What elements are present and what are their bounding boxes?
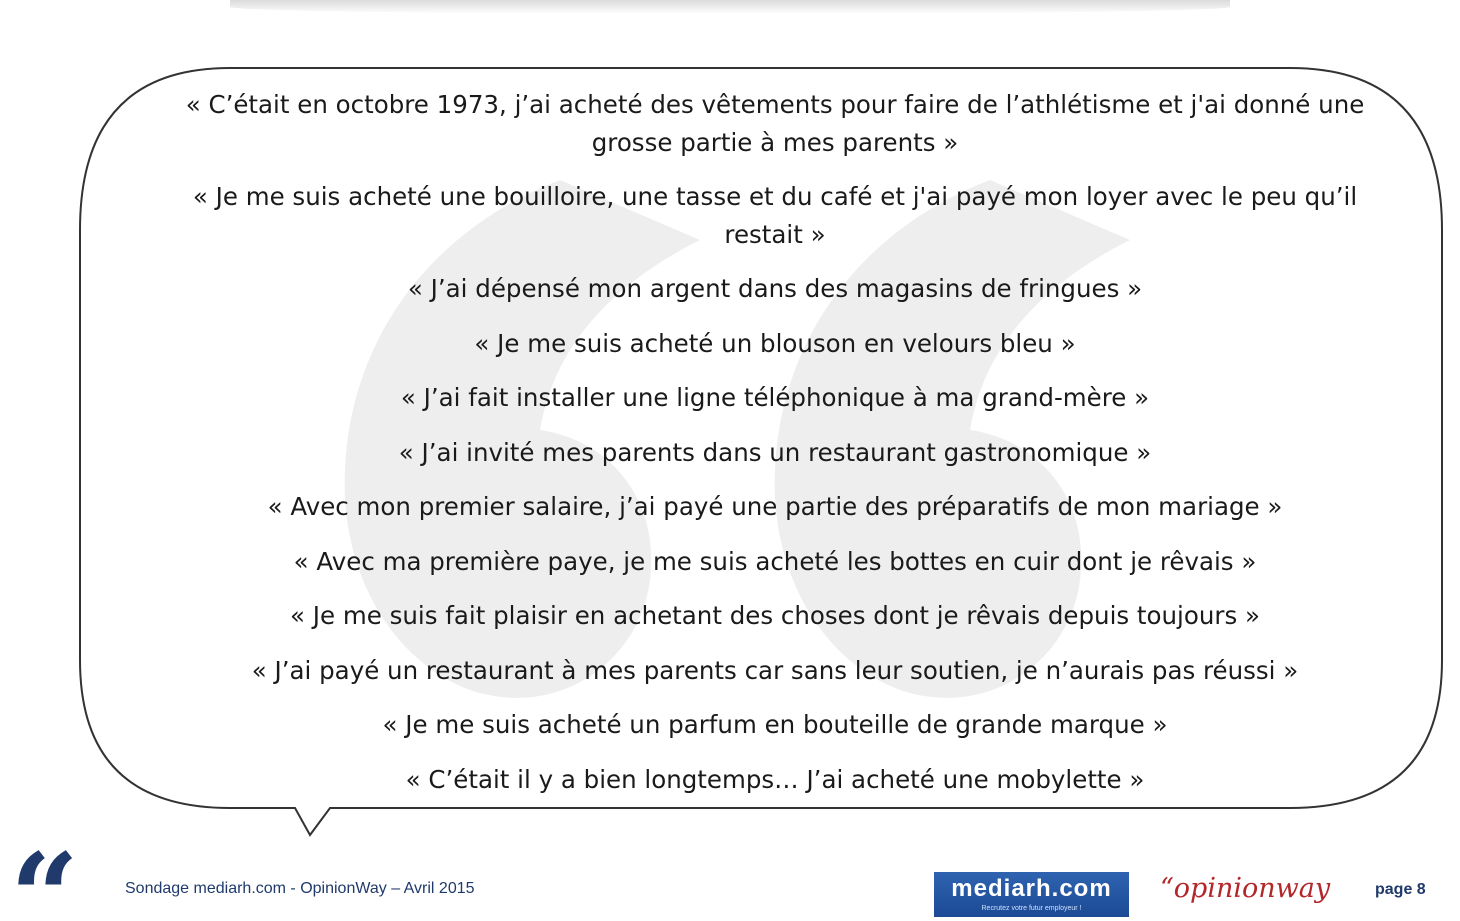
- quote-item: [150, 325, 1400, 363]
- opinionway-logo[interactable]: “opinionway: [1160, 873, 1331, 904]
- quote-item: [150, 86, 1400, 162]
- quote-text: « J’ai dépensé mon argent dans des magasins de fringues »: [407, 274, 1143, 303]
- quote-list: [150, 86, 1400, 799]
- quote-text: « J’ai invité mes parents dans un restaurant gastronomique »: [398, 437, 1152, 467]
- mediarh-logo-tagline: Recrutez votre futur employeur !: [981, 905, 1082, 912]
- mediarh-logo[interactable]: [934, 872, 1129, 917]
- page-number: page 8: [1375, 881, 1426, 898]
- quote-text: « Je me suis acheté un blouson en velours bleu »: [474, 328, 1076, 358]
- quote-item: [150, 379, 1400, 417]
- quote-item: [150, 761, 1400, 799]
- quote-text: « J’ai fait installer une ligne téléphonique à ma grand-mère »: [400, 383, 1150, 412]
- quote-item: [150, 652, 1400, 690]
- quote-item: [150, 488, 1400, 526]
- quote-item: [150, 706, 1400, 744]
- quote-text: « Je me suis acheté un parfum en bouteille de grande marque »: [382, 710, 1168, 739]
- quote-item: [150, 178, 1400, 254]
- quote-item: [150, 270, 1400, 308]
- quote-text: « Je me suis fait plaisir en achetant des choses dont je rêvais depuis toujours »: [290, 601, 1260, 630]
- quote-mark-icon: “: [10, 827, 80, 921]
- mediarh-logo-text: mediarh.com: [951, 875, 1112, 902]
- quote-text: « Avec mon premier salaire, j’ai payé une partie des préparatifs de mon mariage »: [267, 492, 1283, 521]
- quote-text: « C’était en octobre 1973, j’ai acheté des vêtements pour faire de l’athlétisme et j'ai donné une grosse partie à mes parents »: [185, 90, 1365, 157]
- quote-text: « J’ai payé un restaurant à mes parents car sans leur soutien, je n’aurais pas réussi »: [251, 655, 1299, 685]
- quote-item: [150, 543, 1400, 581]
- quote-item: [150, 597, 1400, 635]
- quote-text: « C’était il y a bien longtemps… J’ai acheté une mobylette »: [405, 764, 1145, 794]
- quote-text: « Avec ma première paye, je me suis acheté les bottes en cuir dont je rêvais »: [293, 546, 1257, 576]
- survey-source-text: Sondage mediarh.com - OpinionWay – Avril 2015: [125, 880, 475, 897]
- quote-item: [150, 434, 1400, 472]
- quote-text: « Je me suis acheté une bouilloire, une tasse et du café et j'ai payé mon loyer avec le peu qu’il restait »: [192, 182, 1358, 249]
